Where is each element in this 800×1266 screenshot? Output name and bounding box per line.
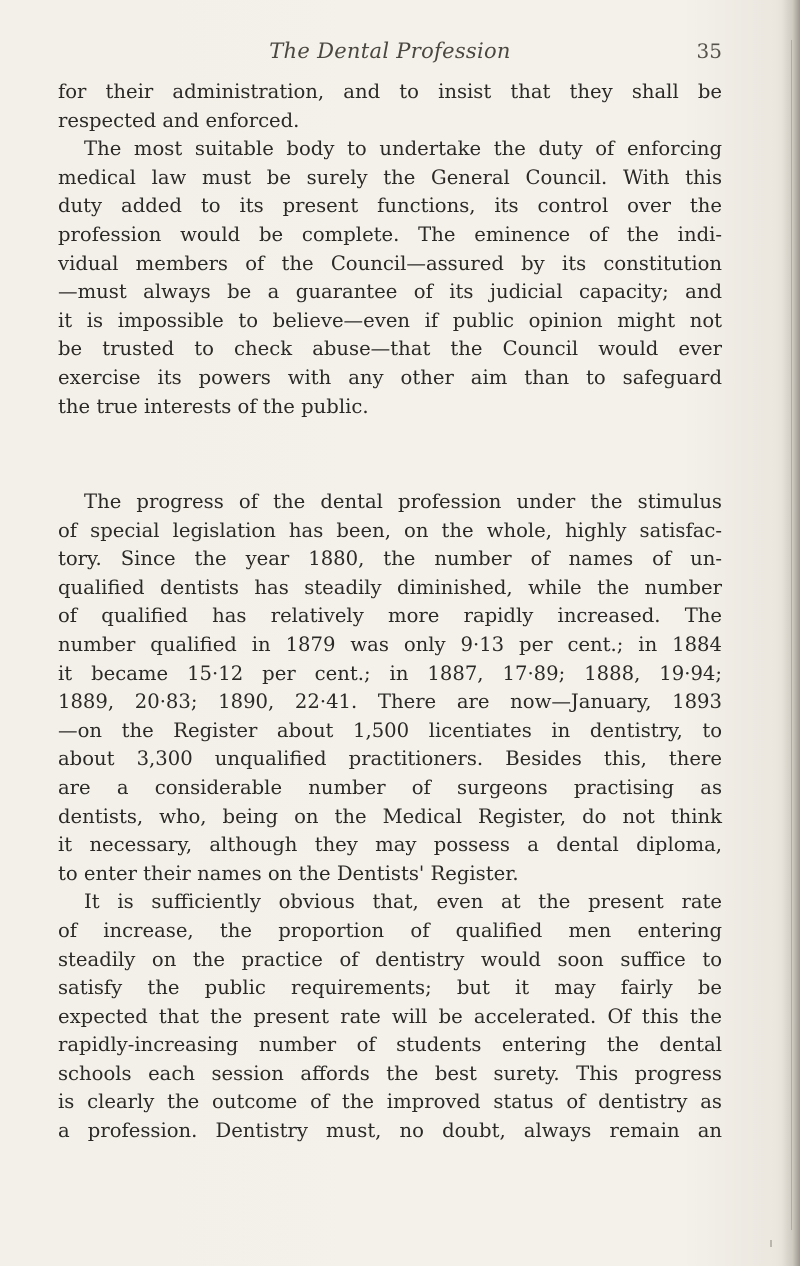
text-line: rapidly-increasing number of students entering the dental [58, 1033, 722, 1057]
text-line: be trusted to check abuse—that the Council would ever [58, 337, 722, 361]
text-line: duty added to its present functions, its control over the [58, 194, 722, 218]
text-line: to enter their names on the Dentists' Register. [58, 861, 519, 885]
text-line: The progress of the dental profession under the stimulus [84, 490, 722, 513]
text-line: of special legislation has been, on the whole, highly satisfac- [58, 518, 722, 542]
text-line: of increase, the proportion of qualified men entering [58, 918, 722, 942]
text-line: The most suitable body to undertake the duty of enforcing [84, 137, 722, 161]
text-line: —must always be a guarantee of its judicial capacity; and [58, 280, 722, 304]
text-line: steadily on the practice of dentistry would soon suffice to [58, 947, 722, 971]
text-line: It is sufficiently obvious that, even at the present rate [84, 890, 722, 914]
text-line: schools each session affords the best surety. This progress [58, 1061, 722, 1085]
text-line: satisfy the public requirements; but it may fairly be [58, 976, 722, 1000]
running-title: The Dental Profession [269, 39, 511, 63]
text-line: medical law must be surely the General Council. With this [58, 165, 722, 189]
page-header [58, 36, 722, 66]
text-line: is clearly the outcome of the improved status of dentistry as [58, 1090, 722, 1114]
text-line: dentists, who, being on the Medical Register, do not think [58, 804, 722, 828]
text-block-progress [58, 488, 722, 1146]
text-line: 1889, 20·83; 1890, 22·41. There are now—January, 1893 [58, 690, 722, 714]
text-line: number qualified in 1879 was only 9·13 per cent.; in 1884 [58, 632, 722, 656]
page-edge-line [791, 40, 792, 1230]
text-line: of qualified has relatively more rapidly increased. The [58, 604, 722, 628]
text-line: —on the Register about 1,500 licentiates in dentistry, to [58, 718, 722, 742]
text-line: vidual members of the Council—assured by its constitution [58, 251, 722, 275]
scan-mark [770, 1240, 772, 1247]
text-line: the true interests of the public. [58, 394, 369, 418]
text-line: a profession. Dentistry must, no doubt, always remain an [58, 1119, 722, 1143]
text-line: it necessary, although they may possess a dental diploma, [58, 833, 722, 857]
text-line: it became 15·12 per cent.; in 1887, 17·89; 1888, 19·94; [58, 661, 722, 685]
text-block-council [58, 78, 722, 421]
text-line: respected and enforced. [58, 108, 300, 132]
text-line: about 3,300 unqualified practitioners. Besides this, there [58, 747, 722, 771]
text-line: it is impossible to believe—even if public opinion might not [58, 308, 722, 332]
text-line: qualified dentists has steadily diminished, while the number [58, 575, 722, 599]
text-line: profession would be complete. The eminence of the indi- [58, 222, 722, 246]
text-line: tory. Since the year 1880, the number of names of un- [58, 547, 722, 571]
text-line: are a considerable number of surgeons practising as [58, 775, 722, 799]
text-line: for their administration, and to insist that they shall be [58, 80, 722, 103]
text-line: expected that the present rate will be accelerated. Of this the [58, 1004, 722, 1028]
page-number: 35 [696, 39, 722, 63]
text-line: exercise its powers with any other aim than to safeguard [58, 365, 722, 389]
